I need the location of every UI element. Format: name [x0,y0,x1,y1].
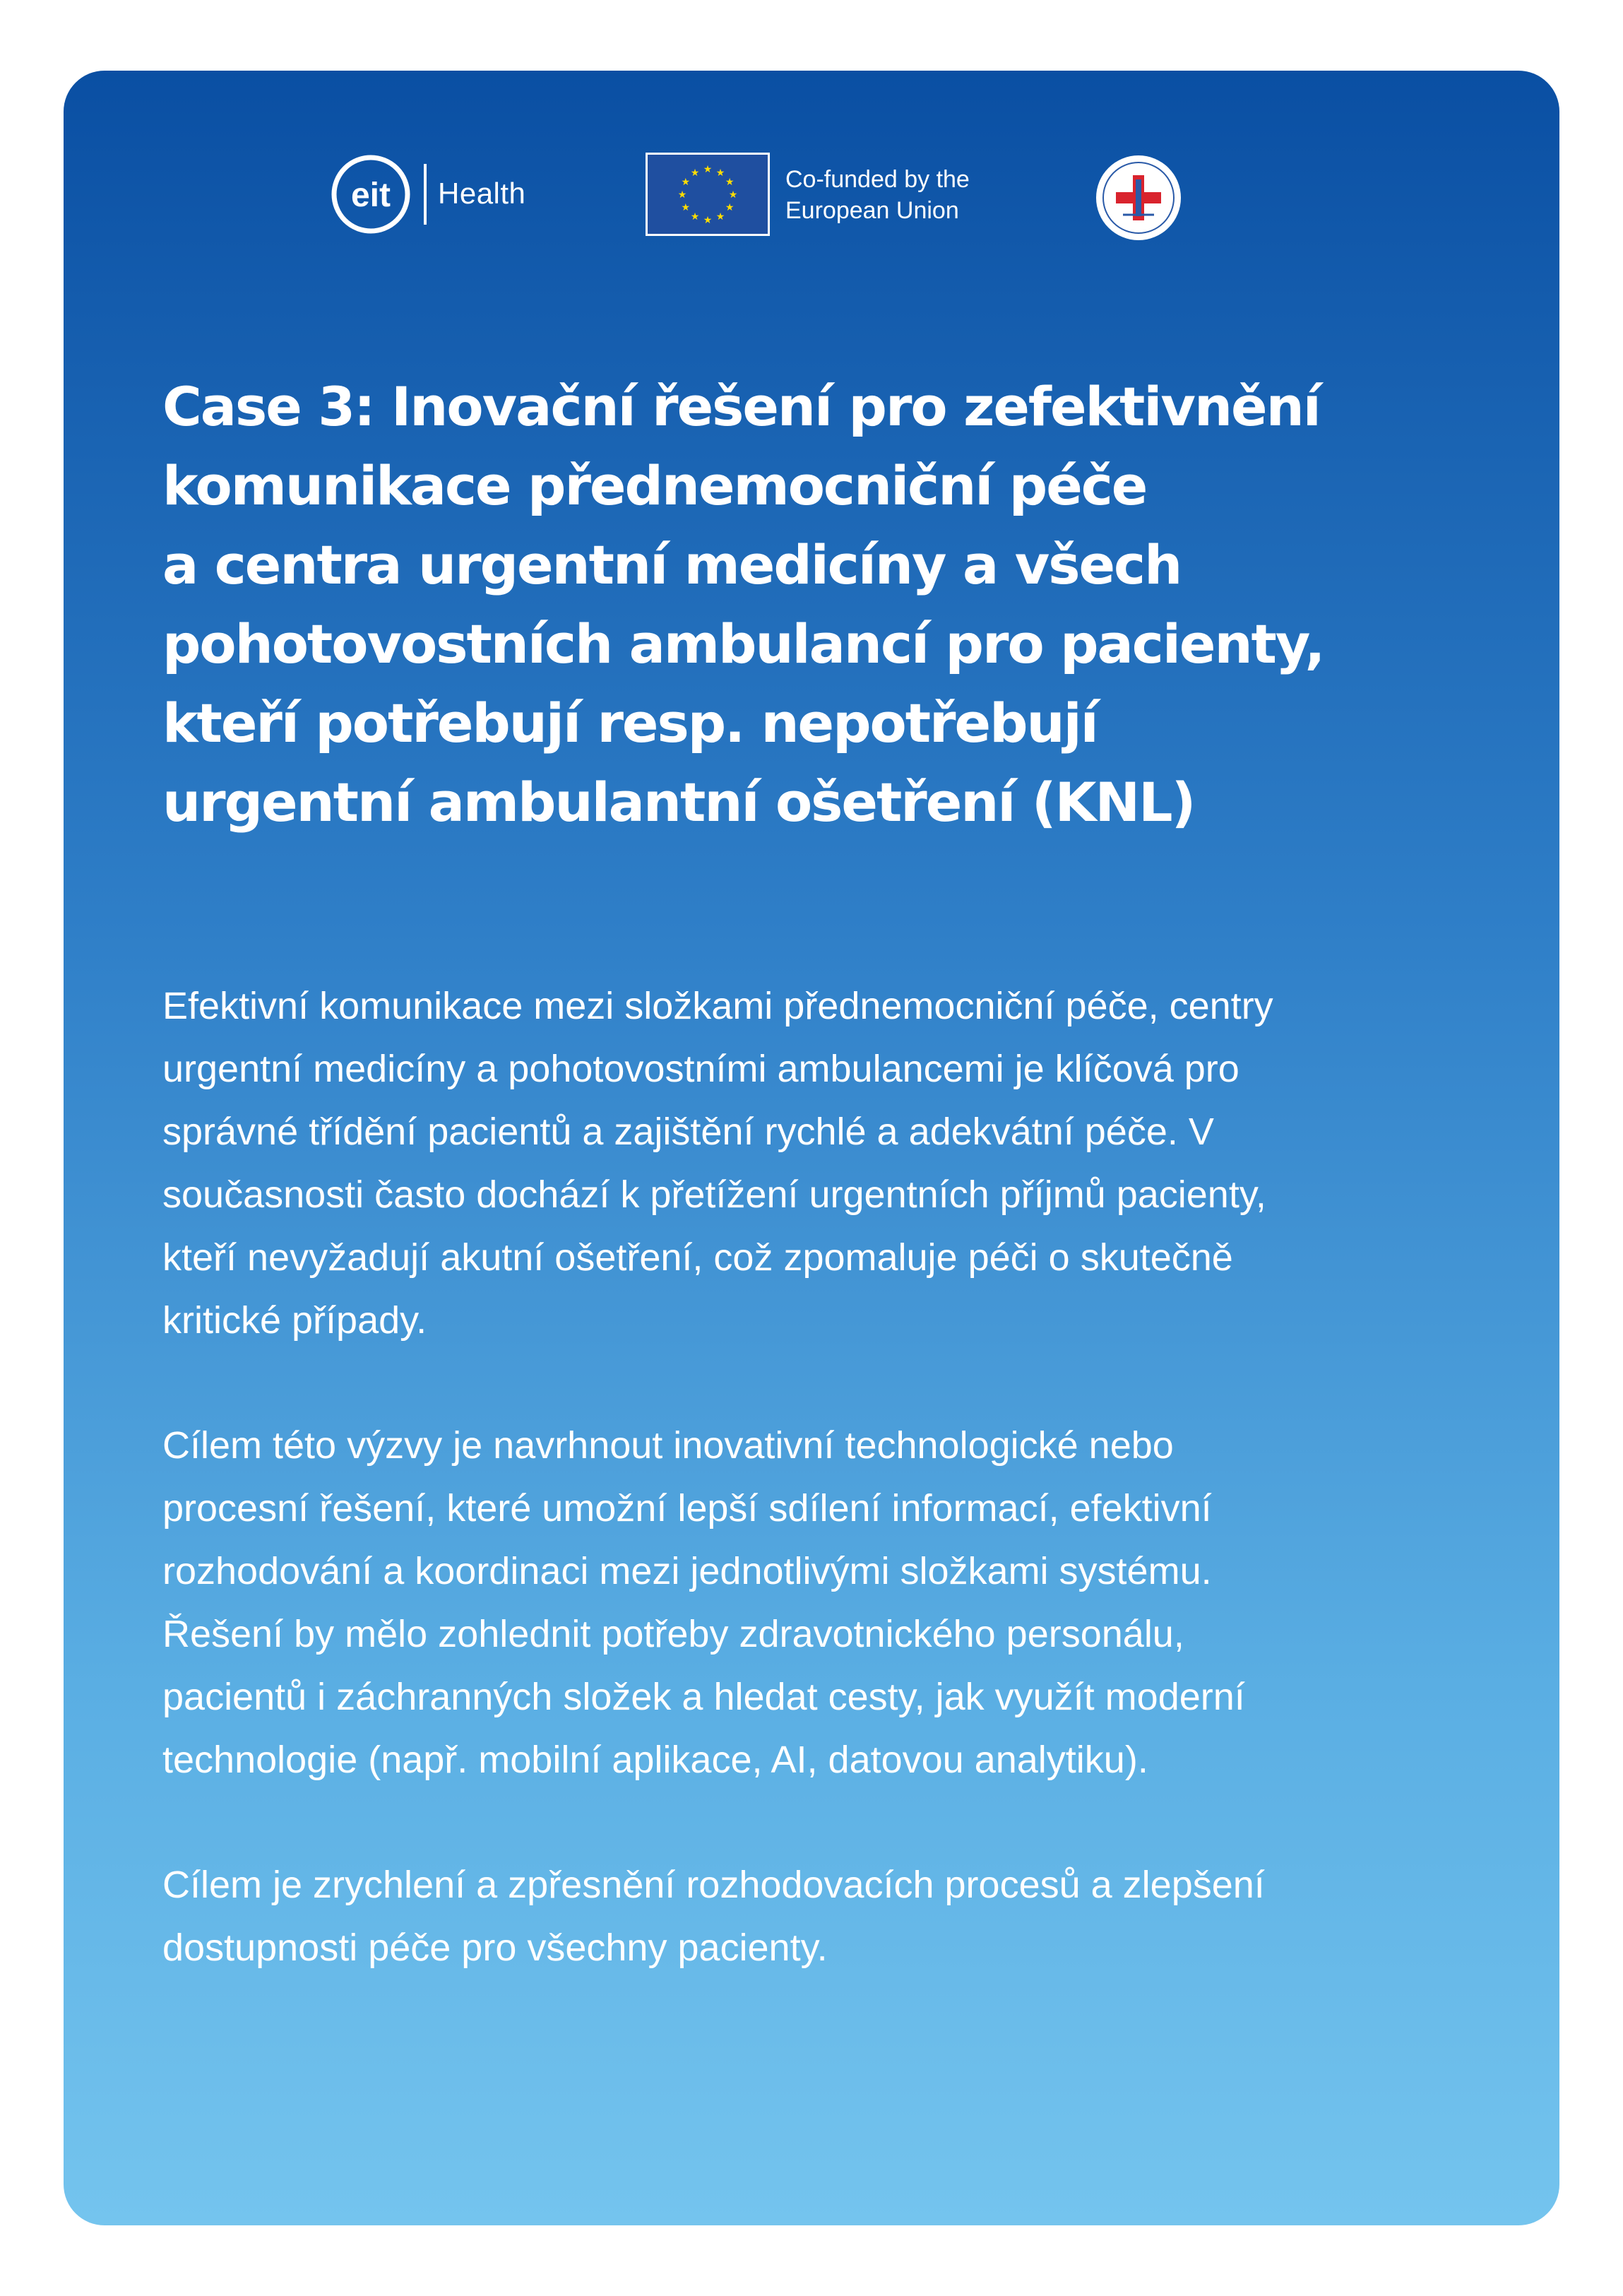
text-line: pacientů i záchranných složek a hledat cesty, jak využít moderní [162,1676,1245,1718]
eu-star-icon: ★ [725,202,735,213]
text-line: procesní řešení, které umožní lepší sdílení informací, efektivní [162,1487,1212,1529]
eu-text-line-1: Co-funded by the [785,166,970,193]
text-line: současnosti často dochází k přetížení urgentních příjmů pacienty, [162,1173,1266,1216]
title-line: Case 3: Inovační řešení pro zefektivnění [162,375,1320,438]
eu-star-icon: ★ [681,202,691,213]
eu-star-icon: ★ [677,189,687,201]
hospital-seal-logo [1095,154,1182,242]
eu-star-icon: ★ [690,211,700,223]
page-title [162,367,1476,842]
text-line: dostupnosti péče pro všechny pacienty. [162,1927,828,1969]
eu-star-icon: ★ [690,167,700,179]
paragraph-intro [162,975,1490,1352]
text-line: rozhodování a koordinaci mezi jednotlivými složkami systému. [162,1550,1212,1592]
partner-logos [64,148,1559,240]
eu-text-line-2: European Union [785,197,959,224]
eit-mark-text: eit [350,177,391,214]
text-line: kritické případy. [162,1299,427,1342]
eu-flag-icon [646,153,770,236]
title-line: urgentní ambulantní ošetření (KNL) [162,771,1195,834]
text-line: urgentní medicíny a pohotovostními ambulancemi je klíčová pro [162,1048,1239,1090]
text-line: Cílem je zrychlení a zpřesnění rozhodovacích procesů a zlepšení [162,1864,1265,1906]
eu-star-icon: ★ [725,177,735,188]
body-text [162,975,1490,2042]
title-line: komunikace přednemocniční péče [162,454,1147,517]
text-line: Efektivní komunikace mezi složkami přednemocniční péče, centry [162,985,1273,1027]
eu-star-icon: ★ [703,215,713,226]
eu-cofunded-text [785,164,970,226]
content-card [64,71,1559,2225]
title-line: pohotovostních ambulancí pro pacienty, [162,613,1324,675]
eu-star-icon: ★ [681,177,691,188]
text-line: kteří nevyžadují akutní ošetření, což zpomaluje péči o skutečně [162,1236,1233,1279]
title-line: a centra urgentní medicíny a všech [162,533,1182,596]
title-line: kteří potřebují resp. nepotřebují [162,692,1098,755]
paragraph-conclusion [162,1854,1490,1980]
text-line: správné třídění pacientů a zajištění rychlé a adekvátní péče. V [162,1111,1214,1153]
text-line: Cílem této výzvy je navrhnout inovativní technologické nebo [162,1424,1174,1467]
text-line: Řešení by mělo zohlednit potřeby zdravotnického personálu, [162,1613,1184,1655]
eit-health-wordmark: Health [438,177,526,210]
text-line: technologie (např. mobilní aplikace, AI, datovou analytiku). [162,1739,1148,1781]
eu-star-icon: ★ [715,167,725,179]
eu-star-icon: ★ [703,164,713,175]
eu-star-icon: ★ [715,211,725,223]
paragraph-goal [162,1414,1490,1792]
eu-star-icon: ★ [728,189,738,201]
